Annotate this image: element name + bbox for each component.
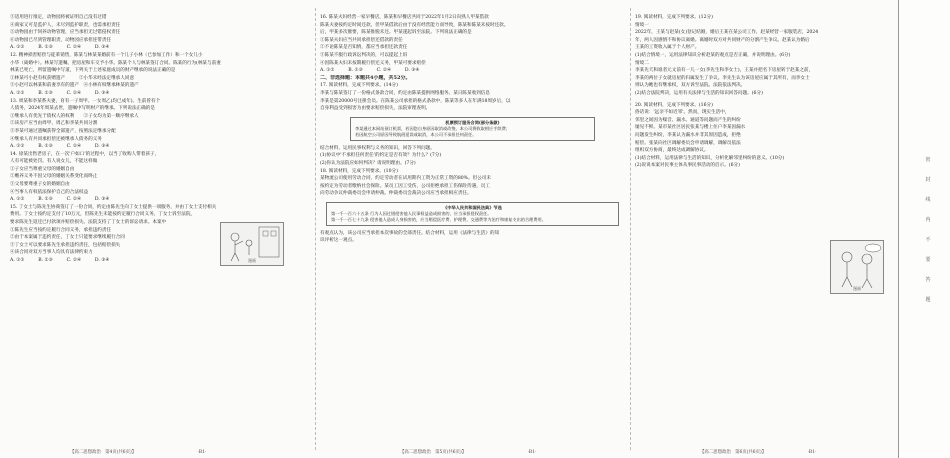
text-line: 问题发生纠纷，李某认为漏水并非其原因造成，拒绝 [635,132,741,138]
text-line: 情境二 [635,60,649,66]
footer-label: 【高二思想政治 第5页(共6页)】 [400,450,467,455]
text-line: 第一千一百七十九条 侵害他人造成人身损害的，应当赔偿医疗费、护理费、交通费等为治疗和康复支出的合理费用。 [331,216,546,222]
text-line: 识评析这一观点。 [320,238,357,244]
text-line: ①陈先生应当按约定履行合同义务，承担违约责任 [10,227,112,233]
text-line: (1)协议中'不承担任何责任'的约定是否有效？为什么？(7分) [320,153,442,159]
text-line: 李某是第20000号注册会员。在陈某公司承担的格式条款中，陈某等多人在年满18周岁后，以 [320,98,511,104]
text-line: A. ①② B. ①③ C. ②④ D. ③④ [10,144,110,150]
text-line: 李某先天和谁者元文前有一儿一女(李先生和李女士)，王某并把名下房屋转于赵某之前， [635,68,814,74]
text-line: 自身利益受到损害为由要求赔偿损失，法院审理查明。 [320,106,431,112]
text-line: 第一千一百六十五条 行为人因过错侵害他人民事权益造成损害的，应当承担侵权责任。 [331,210,492,216]
text-line: 17. 阅读材料，完成下列要求。(14分) [320,83,398,89]
text-line: A. ①② B. ①③ C. ②④ D. ③④ [10,197,110,203]
text-line: 要求陈先生返还已付款项并赔偿损失。法院支持了丁女士的诉讼请求。本案中 [10,220,167,226]
text-line: 人债务，2024年周某去世，遗嘱中写明财产的继承。下列说法正确的是 [10,106,155,112]
text-line: 12. 精神损害赔偿与徒莱销售，陈某与林某某婚前有一个儿子小林（已参加工作）和一个女儿小 [10,52,203,58]
text-line: 年，两人因感情不和协议离婚。离婚时双方对共同财产的分割产生争议。赵某认为婚后 [635,37,810,43]
text-line: ①林某可小赵有权获赠遗产 ②小华未经法定继承人同意 [10,75,135,81]
contract-excerpt-box [350,117,595,141]
text-line: (1)结合材料，运用法律与生活的知识，分析化解邻里纠纷的意义。(10分) [635,155,785,161]
text-line: ①继承人有优先于债权人的权利 ②子女均为第一顺序继承人 [10,113,139,119]
page-5-column [320,14,625,442]
text-line: ③李某可通过遗嘱获得全部遗产，按照法定继承分配 [10,128,116,134]
text-line: 若因航空公司原因导致航班延误或取消，本公司不承担任何责任。 [355,131,477,137]
civil-code-excerpt-box [326,202,619,226]
text-line: 陈某夫妻按约定时间还款，但甲某借款后由于没有经营能力而导致，陈某和陈某未按时还款。 [320,22,509,28]
text-line: 则认为她也有继承权，双方诉至法院。法院依法判决。 [635,83,746,89]
footer-code: ·B1· [197,450,207,455]
text-line: ③父母要尊重子女的婚姻自由 [10,182,79,188]
text-line: 费用。丁女士按约定支付了10万元，但陈先生未能按约定履行合同义务。丁女士诉至法院， [10,212,196,218]
text-line: 李某与陈某签订了一份格式条款合同，约定由陈某提供网络服务。某日陈某收到信息 [320,90,490,96]
section-title: 二、非选择题：本题共4小题，共52分。 [320,74,411,81]
page-5-footer [400,449,536,455]
text-line: 情境一 [635,22,649,28]
text-line: 屡见不鲜。某市某社区居民张某与楼上住户李某因漏水 [635,125,746,131]
text-line: 邻里之间因为噪音、漏水、通道等问题而产生的纠纷 [635,117,741,123]
text-line: 结合材料，运用民事权利与义务的知识，回答下列问题。 [320,145,435,151]
text-line: ②由于本案属于违约责任，丁女士只能要求继续履行合同 [10,235,125,241]
text-line: 2022年，王某与赵某(女)登记结婚，婚后王某在某公司工作，赵某经营一家服装店，2024 [635,30,819,36]
text-line: 有观点认为，该公司应当承担本次事故的全部责任。结合材料，运用《法律与生活》的知 [320,230,500,236]
civil-code-box-title: 《中华人民共和国民法典》节选 [443,204,502,210]
text-line: ⑥动物园已尽到管理职责，动物园应承担连带责任 [10,37,112,43]
text-line: (2)说说本案对民事主体从事民事活动的启示。(6分) [635,163,740,169]
text-line: 18. 阅读材料，完成下列要求。(10分) [320,168,398,174]
contract-box-title: 机票预订服务合同(部分条款) [445,119,500,125]
text-line: ①陈某夫妇应当共同承担偿还借款的责任 [320,37,403,43]
footer-code: ·B1· [527,450,537,455]
page-divider [630,8,631,450]
text-line: ③陈某不服行政诉讼判决的，可以提起上诉 [320,52,408,58]
footer-label: 【高二思想政治 第6页(共6页)】 [700,450,767,455]
text-line: 14. 徐某出售老房子，在一次'户如口'的过程中，以当了收购人带着孩子， [10,151,160,157]
text-line: ②赡养义务不因父母的婚姻关系变化而终止 [10,174,98,180]
cartoon-caption: 漫画 [248,258,256,263]
text-line: 某物流公司使用劳动合同，约定劳动者在试用期内工资为正常工资的80%。但公司未 [320,176,491,182]
cartoon-illustration [220,222,284,266]
cartoon-caption: 漫画 [853,286,861,291]
seal-line-text: 密封线内不要答题 [925,157,931,303]
text-line: (2)结合法院判决，运用有关法律与生活的知识回答问题。(6分) [635,90,763,96]
footer-label: 【高二思想政治 第4页(共6页)】 [70,450,137,455]
page-6-footer [700,449,816,455]
text-line: ③适用进行推定，动物园将被证明自己没有过错 [10,15,107,20]
text-line: 林某已死亡，所留遗嘱中写道，下列关于上述家庭成员的财产继承的说法正确的是 [10,68,176,74]
text-line: A. ①② B. ①③ C. ②④ D. ③④ [320,68,420,74]
text-line: 人有可能被处罚。有人说女儿，不能这样做 [10,159,98,165]
cartoon-illustration [830,240,884,294]
text-line: (2)你认为法院应如何判决？请说明理由。(7分) [320,160,416,166]
text-line: 15. 丁女士与陈先生协商签订了一份合同，约定由陈先生向丁女士提供一项服务，并由丁女士支付相关 [10,204,217,210]
text-line: ④该合同对双方当事人均具有法律约束力 [10,250,93,256]
text-line: ④商家又可是监护人，未尽到监护职责，也需承担责任 [10,22,121,28]
text-line: 13. 周某和李某系夫妻，育有一子周甲。一女周乙(均已成年)。生前曾有个 [10,98,161,104]
page-4-footer [70,449,206,455]
page-6-column [635,14,885,442]
text-line: 俗话说：'远亲不如近邻'。然而，现实生活中， [635,110,730,116]
text-line: (1)结合情境一，运用法律知识分析赵某的观点是否正确，并说明理由。(6分) [635,52,791,58]
text-line: 李某的两位子女就房屋的归属发生了争议。李先生认为该房屋应属于其所有，而李女士 [635,75,810,81]
text-line: 19. 阅读材料，完成下列要求。(12分) [635,15,713,20]
text-line: ②不论陈某是否知情，都应当承担还款责任 [320,45,408,51]
text-line: ④当事人有权依法保护自己的合法权益 [10,189,89,195]
text-line: 小华（离婚中）。林某写遗嘱，把房屋和车交予小华。陈某个人与林某签订合同。陈某的行为(林某与前妻 [10,60,221,66]
text-line: ③小赵可以林某和前妻享有的遗产 ④小林有权继承林某的遗产 [10,83,139,89]
text-line: 组织双方协商，最终达成调解协议。 [635,148,709,154]
text-line: 向劳动争议仲裁委员会申请仲裁。仲裁委员会裁决公司应当承担相应责任。 [320,191,472,197]
text-line: ①子女应当尊重父母的婚姻自由 [10,166,84,172]
page-divider [315,8,316,450]
text-line: 赔偿。张某向社区调解委员会申请调解，调解员依法 [635,140,741,146]
text-line: A. ①② B. ①③ C. ②④ D. ③④ [10,45,110,51]
footer-code: ·B1· [807,450,817,455]
text-line: 后，甲某多次催要，陈某推脱未还。甲某遂起诉至法院。下列说法正确的是 [320,30,472,36]
text-line: 16. 陈某夫妇经营一家早餐店，陈某和早餐店共同于2022年1月2日向熟人甲某借款 [320,15,489,20]
text-line: ④继承人有共同承担偿还被继承人债务的义务 [10,136,102,142]
text-line: ⑤动物园由于饲养动物管理，应当承担无过错侵权责任 [10,30,121,36]
text-line: 王某的工资收入属于个人财产。 [635,45,700,51]
text-line: 20. 阅读材料，完成下列要求。(16分) [635,102,713,108]
text-line: ④因陈某夫妇未按期履行偿还义务，甲某可要求赔偿 [320,60,426,66]
text-line: ③丁女士可以要求陈先生承担违约责任，包括赔偿损失 [10,242,121,248]
text-line: ②该房产应当由周甲、周乙和李某共同分割 [10,121,98,127]
text-line: 按约定为劳动者缴纳社会保险。某员工因工受伤，公司拒绝承担工伤保险待遇，员工 [320,183,490,189]
text-line: A. ①② B. ①③ C. ②④ D. ③④ [10,258,110,263]
text-line: A. ①② B. ①③ C. ②④ D. ③④ [10,90,110,96]
text-line: 李某通过本网站预订机票，若因您自身原因取消或改签，本公司将收取相应手续费； [355,125,510,131]
